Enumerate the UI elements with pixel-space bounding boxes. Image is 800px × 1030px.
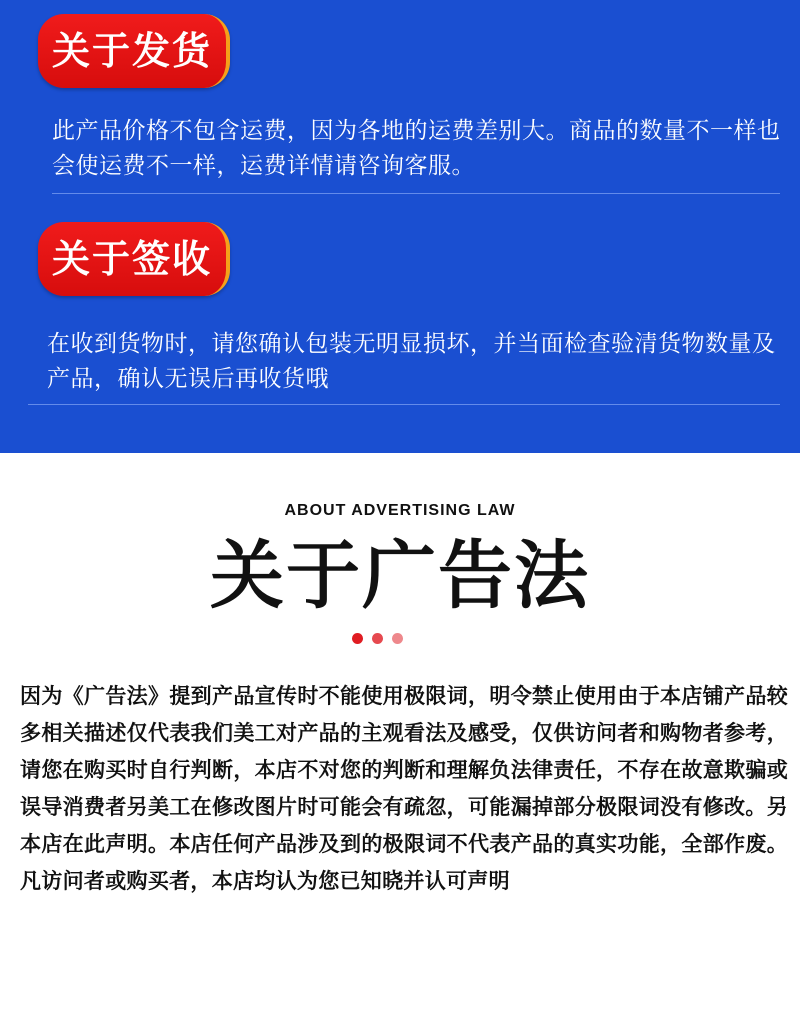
divider — [28, 404, 780, 405]
decorative-dots — [352, 633, 412, 645]
divider — [52, 193, 780, 194]
dot-icon — [372, 633, 383, 644]
advertising-law-title: 关于广告法 — [210, 533, 590, 619]
shipping-text: 此产品价格不包含运费，因为各地的运费差别大。商品的数量不一样也会使运费不一样，运费详情请咨询客服。 — [52, 118, 781, 179]
dot-icon — [352, 633, 363, 644]
advertising-law-subtitle: ABOUT ADVERTISING LAW — [284, 502, 516, 519]
dot-icon — [392, 633, 403, 644]
receipt-text: 在收到货物时，请您确认包装无明显损坏，并当面检查验清货物数量及产品，确认无误后再收货哦 — [47, 331, 776, 392]
shipping-heading-badge: 关于发货 — [38, 14, 230, 88]
blue-info-panel — [0, 0, 800, 453]
receipt-heading-badge: 关于签收 — [38, 222, 230, 296]
advertising-law-body: 因为《广告法》提到产品宣传时不能使用极限词，明令禁止使用由于本店铺产品较多相关描述仅代表我们美工对产品的主观看法及感受，仅供访问者和购物者参考，请您在购买时自行判断，本店不对您的判断和理解负法律责任，不存在故意欺骗或误导消费者另美工在修改图片时可能会有疏忽，可能漏掉部分极限词没有修改。另本店在此声明。本店任何产品涉及到的极限词不代表产品的真实功能，全部作废。凡访问者或购买者，本店均认为您已知晓并认可声明 — [20, 684, 788, 893]
